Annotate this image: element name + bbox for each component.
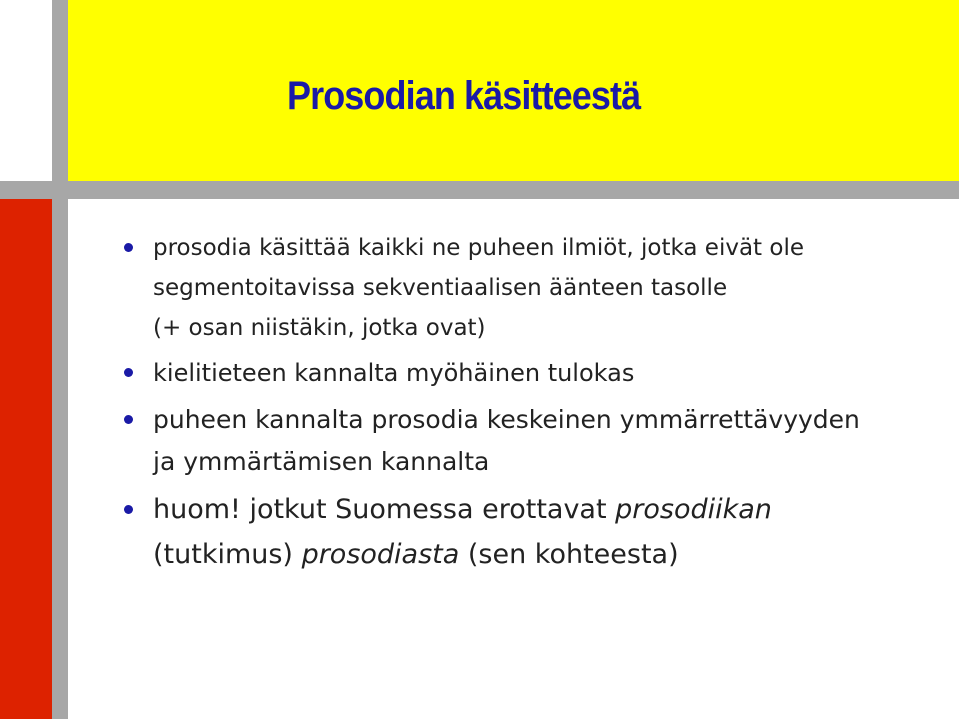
bullet-text: huom! jotkut Suomessa erottavat [153, 494, 616, 525]
bullet-line: prosodia käsittää kaikki ne puheen ilmiöt, jotka eivät ole [153, 235, 804, 261]
bullet-line [153, 532, 940, 577]
bullet-dot-icon [124, 368, 133, 377]
slide-title: Prosodian käsitteestä [287, 74, 641, 118]
bullet-line [153, 487, 940, 532]
bullet-line: (+ osan niistäkin, jotka ovat) [153, 315, 486, 341]
grey-vertical-bar [52, 0, 68, 719]
bullet-list [120, 228, 940, 577]
bullet-italic-term: prosodiikan [615, 494, 772, 525]
bullet-line: ja ymmärtämisen kannalta [153, 447, 490, 476]
bullet-item [120, 228, 940, 348]
bullet-dot-icon [124, 243, 133, 252]
bullet-text: (sen kohteesta) [459, 539, 679, 570]
bullet-dot-icon [124, 415, 133, 424]
grey-horizontal-bar [0, 181, 959, 199]
bullet-item [120, 487, 940, 577]
bullet-line: puheen kannalta prosodia keskeinen ymmärrettävyyden [153, 405, 860, 434]
bullet-item [120, 399, 940, 483]
bullet-dot-icon [124, 505, 133, 514]
bullet-line: kielitieteen kannalta myöhäinen tulokas [153, 359, 635, 387]
bullet-line: segmentoitavissa sekventiaalisen äänteen tasolle [153, 275, 728, 301]
bullet-item [120, 353, 940, 393]
bullet-italic-term: prosodiasta [301, 539, 460, 570]
red-side-block [0, 199, 52, 719]
bullet-text: (tutkimus) [153, 539, 302, 570]
